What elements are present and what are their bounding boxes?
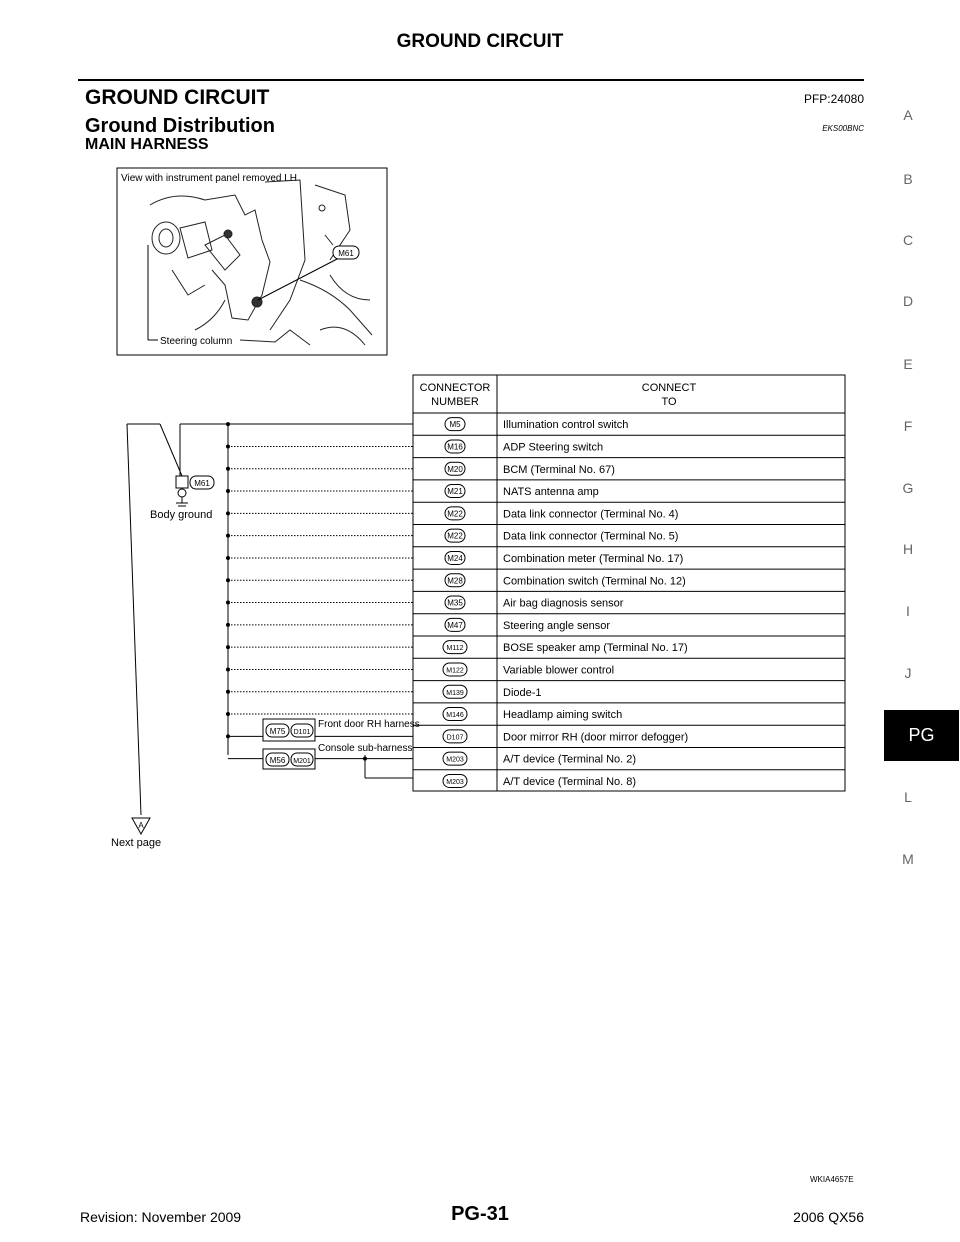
- connector-number: M21: [447, 487, 463, 497]
- side-index-c[interactable]: C: [902, 232, 914, 248]
- connector-number: M139: [446, 689, 464, 697]
- subsection-title: Ground Distribution: [85, 115, 275, 137]
- connect-to: Door mirror RH (door mirror defogger): [503, 731, 689, 744]
- connector-number: M122: [446, 667, 464, 675]
- header-connect-line1: CONNECT: [641, 382, 697, 394]
- section-code: EKS00BNC: [822, 124, 864, 133]
- footer-revision: Revision: November 2009: [80, 1209, 242, 1225]
- steering-column-label: Steering column: [160, 336, 233, 347]
- side-index-m[interactable]: M: [902, 851, 914, 867]
- connect-to: Combination switch (Terminal No. 12): [503, 575, 686, 588]
- side-index-b[interactable]: B: [903, 171, 913, 187]
- section-title: GROUND CIRCUIT: [85, 86, 270, 109]
- next-page-letter: A: [138, 821, 144, 830]
- connector-number: M20: [447, 464, 463, 474]
- side-index-d[interactable]: D: [902, 293, 914, 309]
- connector-number: M203: [446, 756, 464, 764]
- connector-rows: [226, 418, 845, 788]
- side-index-h[interactable]: H: [902, 541, 914, 557]
- connector-number: M28: [447, 576, 463, 586]
- header-connector-line1: CONNECTOR: [419, 382, 491, 394]
- footer-model: 2006 QX56: [793, 1209, 864, 1225]
- harness-title: MAIN HARNESS: [85, 136, 209, 153]
- side-index-l[interactable]: L: [904, 789, 912, 805]
- connect-to: BOSE speaker amp (Terminal No. 17): [503, 642, 688, 655]
- connect-to: Diode-1: [503, 686, 542, 699]
- connector-number: D107: [446, 734, 464, 742]
- connect-to: Data link connector (Terminal No. 4): [503, 508, 679, 521]
- connect-to: Steering angle sensor: [503, 619, 611, 632]
- connect-to: Illumination control switch: [503, 419, 629, 432]
- front-door-connector-m75: M75: [269, 727, 286, 736]
- view-caption: View with instrument panel removed LH: [121, 173, 298, 184]
- side-index-pg-active[interactable]: PG: [884, 710, 959, 761]
- connect-to: A/T device (Terminal No. 8): [503, 775, 637, 788]
- pfp-code: PFP:24080: [803, 92, 864, 106]
- connector-number: M47: [447, 620, 463, 630]
- ground-connector-m61: M61: [194, 479, 210, 488]
- connector-number: M112: [446, 645, 464, 653]
- running-header-title: GROUND CIRCUIT: [396, 31, 564, 52]
- steering-column-view: [117, 168, 387, 355]
- console-connector-m56: M56: [269, 756, 286, 765]
- side-index-i[interactable]: I: [906, 603, 910, 619]
- connect-to: Data link connector (Terminal No. 5): [503, 530, 679, 543]
- connector-number: M146: [446, 712, 464, 720]
- header-connector-line2: NUMBER: [431, 396, 479, 408]
- side-index-j[interactable]: J: [904, 665, 912, 681]
- front-door-harness-label: Front door RH harness: [318, 719, 420, 730]
- figure-id: WKIA4657E: [810, 1175, 854, 1184]
- connect-to: BCM (Terminal No. 67): [503, 463, 615, 476]
- front-door-connector-d101: D101: [293, 729, 311, 736]
- connect-to: Headlamp aiming switch: [503, 709, 623, 722]
- next-page-label: Next page: [111, 837, 162, 849]
- header-rule: [78, 79, 864, 81]
- side-index-a[interactable]: A: [903, 107, 913, 123]
- console-connector-m201: M201: [293, 758, 311, 765]
- connector-number: M203: [446, 778, 464, 786]
- console-harness-label: Console sub-harness: [318, 743, 413, 754]
- connector-number: M16: [447, 442, 463, 452]
- ground-terminal: [178, 489, 186, 497]
- connector-number: M24: [447, 553, 463, 563]
- side-index-e[interactable]: E: [903, 356, 913, 372]
- connector-number: M35: [447, 598, 463, 608]
- side-index-f[interactable]: F: [903, 418, 913, 434]
- connect-to: NATS antenna amp: [503, 486, 599, 499]
- view-callout-m61: M61: [338, 249, 354, 258]
- connector-number: M5: [449, 420, 461, 430]
- ground-distribution-figure: [0, 160, 960, 860]
- header-connect-line2: TO: [661, 396, 677, 408]
- connect-to: Air bag diagnosis sensor: [503, 597, 624, 610]
- connect-to: Variable blower control: [503, 664, 615, 677]
- footer-page-number: PG-31: [451, 1203, 509, 1225]
- connect-to: A/T device (Terminal No. 2): [503, 753, 637, 766]
- connect-to: Combination meter (Terminal No. 17): [503, 552, 684, 565]
- body-ground-label: Body ground: [150, 509, 213, 521]
- connect-to: ADP Steering switch: [503, 441, 604, 454]
- side-index-g[interactable]: G: [902, 480, 914, 496]
- connector-number: M22: [447, 531, 463, 541]
- connector-number: M22: [447, 509, 463, 519]
- ground-connector-box: [176, 476, 188, 488]
